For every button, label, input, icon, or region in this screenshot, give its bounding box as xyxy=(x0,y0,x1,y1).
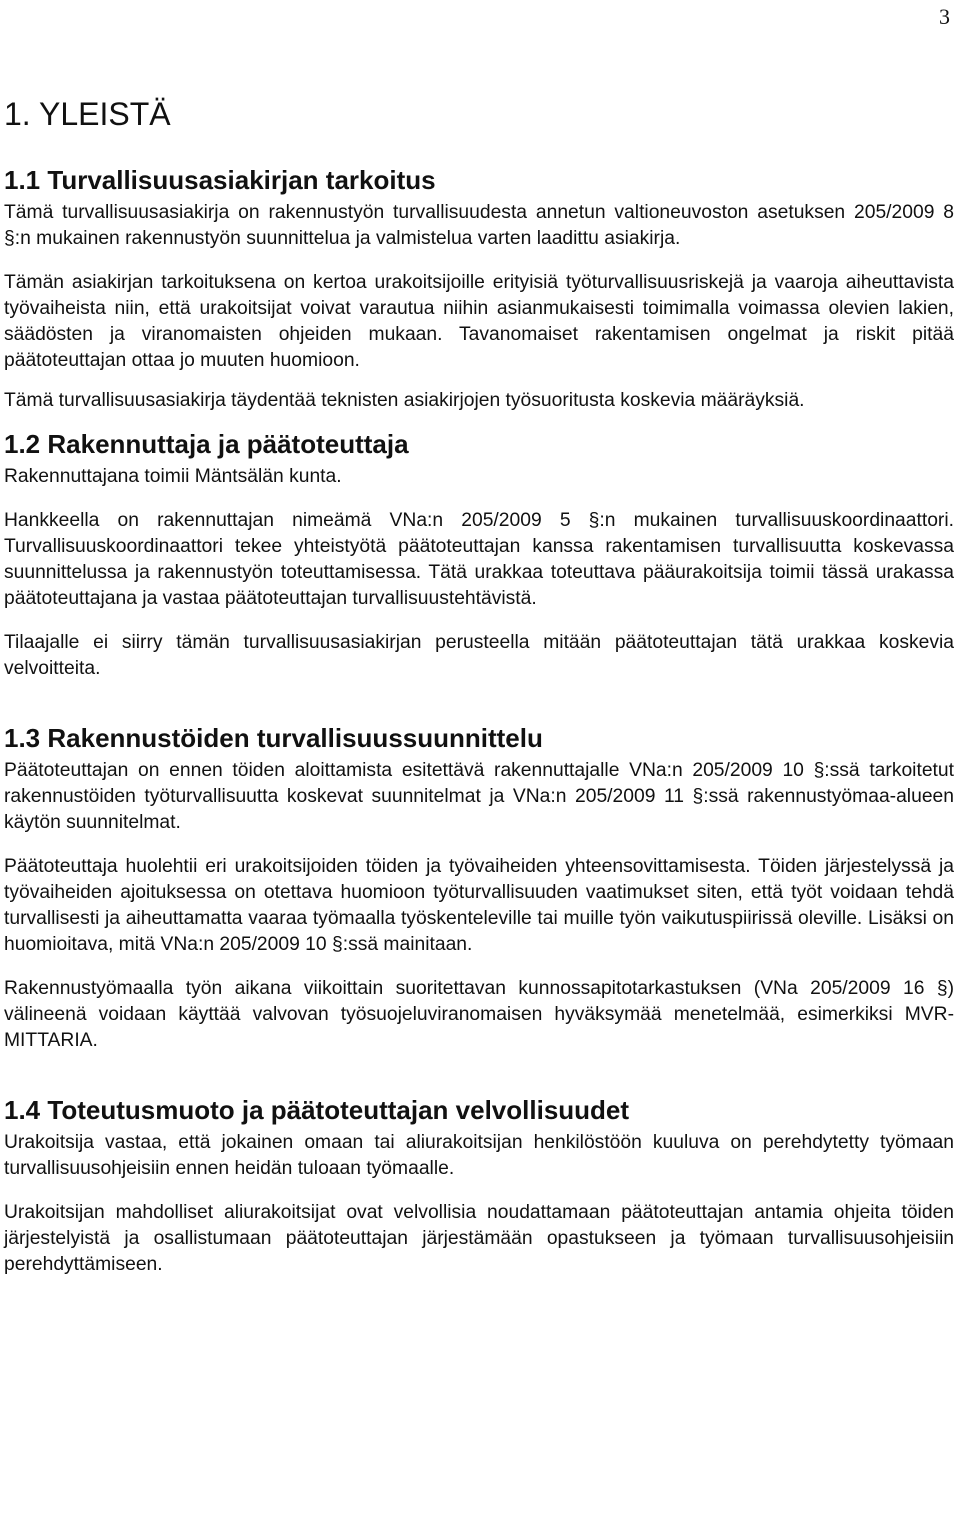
section-1-2 xyxy=(4,428,954,682)
section-heading: 1.2 Rakennuttaja ja päätoteuttaja xyxy=(4,429,409,459)
section-1-1 xyxy=(4,164,954,414)
paragraph: Urakoitsijan mahdolliset aliurakoitsijat ovat velvollisia noudattamaan päätoteuttajan antamia ohjeita töiden järjestelyistä ja osallistumaan päätoteuttajan järjestämään opastukseen ja työmaan turvallisuusohjeisiin perehdyttämiseen. xyxy=(4,1202,954,1275)
paragraph: Tilaajalle ei siirry tämän turvallisuusasiakirjan perusteella mitään päätoteuttajan tätä urakkaa koskevia velvoitteita. xyxy=(4,632,954,679)
paragraph: Urakoitsija vastaa, että jokainen omaan tai aliurakoitsijan henkilöstöön kuuluva on perehdytetty työmaan turvallisuusohjeisiin ennen heidän tuloaan työmaalle. xyxy=(4,1132,954,1179)
section-heading: 1.4 Toteutusmuoto ja päätoteuttajan velvollisuudet xyxy=(4,1095,630,1125)
section-1-4 xyxy=(4,1094,954,1278)
paragraph: Rakennuttajana toimii Mäntsälän kunta. xyxy=(4,466,342,487)
page-number: 3 xyxy=(939,4,950,29)
paragraph: Tämä turvallisuusasiakirja on rakennustyön turvallisuudesta annetun valtioneuvoston asetuksen 205/2009 8 §:n mukainen rakennustyön suunnittelua ja valmistelua varten laadittu asiakirja. xyxy=(4,202,954,249)
section-1-3 xyxy=(4,722,954,1054)
paragraph: Päätoteuttaja huolehtii eri urakoitsijoiden töiden ja työvaiheiden yhteensovittamisesta. Töiden järjestelyssä ja työvaiheiden ajoituksessa on otettava huomioon työturvallisuuden vaatimukset siten, että työt voidaan tehdä turvallisesti ja aiheuttamatta vaaraa työmaalla työskenteleville tai muille työn vaikutuspiirissä oleville. Lisäksi on huomioitava, mitä VNa:n 205/2009 10 §:ssä mainitaan. xyxy=(4,856,954,955)
paragraph: Hankkeella on rakennuttajan nimeämä VNa:n 205/2009 5 §:n mukainen turvallisuuskoordinaattori. Turvallisuuskoordinaattori tekee yhteistyötä päätoteuttajan kanssa rakentamisen turvallisuutta koskevassa suunnittelussa ja rakennustyön toteuttamisessa. Tätä urakkaa toteuttava pääurakoitsija toimii tässä urakassa päätoteuttajana ja vastaa päätoteuttajan turvallisuustehtävistä. xyxy=(4,510,954,609)
chapter-title: 1. YLEISTÄ xyxy=(4,96,171,132)
section-heading: 1.1 Turvallisuusasiakirjan tarkoitus xyxy=(4,165,436,195)
paragraph: Rakennustyömaalla työn aikana viikoittain suoritettavan kunnossapitotarkastuksen (VNa 205/2009 16 §) välineenä voidaan käyttää valvovan työsuojeluviranomaisen hyväksymää menetelmää, esimerkiksi MVR-MITTARIA. xyxy=(4,978,954,1051)
section-heading: 1.3 Rakennustöiden turvallisuussuunnittelu xyxy=(4,723,543,753)
paragraph: Tämän asiakirjan tarkoituksena on kertoa urakoitsijoille erityisiä työturvallisuusriskejä ja vaaroja aiheuttavista työvaiheista niin, että urakoitsijat voivat varautua niihin asianmukaisesti toimimalla voimassa olevien lakien, säädösten ja viranomaisten ohjeiden mukaan. Tavanomaiset rakentamisen ongelmat ja riskit pitää päätoteuttajan ottaa jo muuten huomioon. xyxy=(4,272,954,371)
paragraph: Tämä turvallisuusasiakirja täydentää teknisten asiakirjojen työsuoritusta koskevia määräyksiä. xyxy=(4,390,805,411)
document-body xyxy=(4,94,954,1278)
paragraph: Päätoteuttajan on ennen töiden aloittamista esitettävä rakennuttajalle VNa:n 205/2009 10 §:ssä tarkoitetut rakennustöiden työturvallisuutta koskevat suunnitelmat ja VNa:n 205/2009 11 §:ssä rakennustyömaa-alueen käytön suunnitelmat. xyxy=(4,760,954,833)
